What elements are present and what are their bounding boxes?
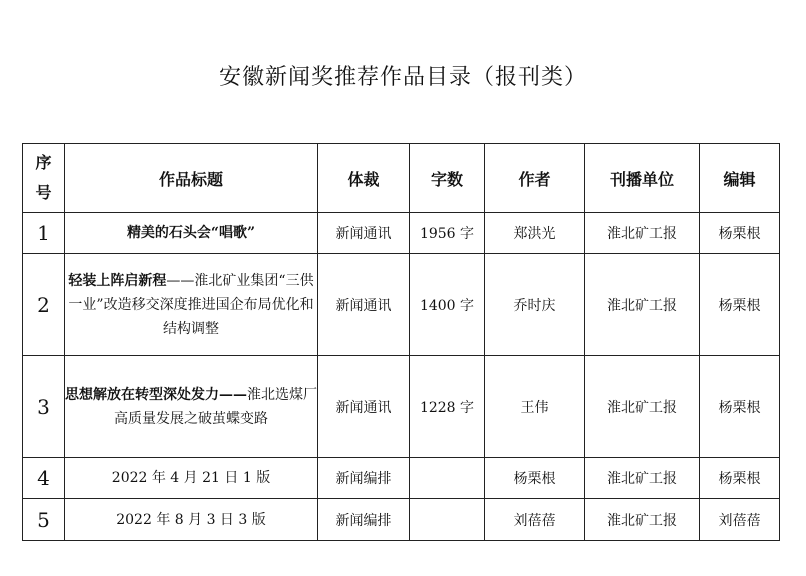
row-author: 乔时庆: [485, 254, 585, 356]
row-editor: 杨栗根: [700, 356, 780, 458]
table-row: [23, 458, 780, 499]
row-publisher: 淮北矿工报: [585, 254, 700, 356]
header-words: 字数: [410, 144, 485, 213]
row-seq: 1: [23, 213, 65, 254]
header-row: [23, 144, 780, 213]
table-row: [23, 254, 780, 356]
row-words: 1956 字: [410, 213, 485, 254]
header-title: 作品标题: [65, 144, 318, 213]
header-seq-line2: 号: [35, 183, 52, 202]
row-title-bold: 思想解放在转型深处发力——: [65, 386, 247, 403]
header-genre: 体裁: [318, 144, 410, 213]
row-genre: 新闻通讯: [318, 356, 410, 458]
row-editor: 杨栗根: [700, 254, 780, 356]
row-title-rest: ——淮北矿业集团“三供一业”改造移交深度推进国企布局优化和结构调整: [68, 272, 314, 337]
row-seq: 3: [23, 356, 65, 458]
row-words: 1228 字: [410, 356, 485, 458]
row-title-rest: 2022 年 8 月 3 日 3 版: [116, 511, 266, 528]
row-genre: 新闻通讯: [318, 254, 410, 356]
row-editor: 刘蓓蓓: [700, 499, 780, 541]
table-row: [23, 213, 780, 254]
row-publisher: 淮北矿工报: [585, 458, 700, 499]
header-seq-line1: 序: [35, 153, 52, 172]
row-genre: 新闻编排: [318, 499, 410, 541]
row-words: 1400 字: [410, 254, 485, 356]
table-row: [23, 356, 780, 458]
row-title-bold: 轻装上阵启新程: [68, 272, 167, 289]
row-editor: 杨栗根: [700, 213, 780, 254]
row-seq: 2: [23, 254, 65, 356]
header-seq: [23, 144, 65, 213]
row-publisher: 淮北矿工报: [585, 356, 700, 458]
header-author: 作者: [485, 144, 585, 213]
row-title: [65, 356, 318, 458]
row-title-rest: 2022 年 4 月 21 日 1 版: [111, 470, 271, 486]
catalog-table: [22, 143, 780, 541]
row-genre: 新闻编排: [318, 458, 410, 499]
row-author: 刘蓓蓓: [485, 499, 585, 541]
row-author: 杨栗根: [485, 458, 585, 499]
row-publisher: 淮北矿工报: [585, 213, 700, 254]
row-editor: 杨栗根: [700, 458, 780, 499]
row-title-bold: 精美的石头会“唱歌”: [126, 225, 256, 241]
row-title: [65, 458, 318, 499]
row-author: 王伟: [485, 356, 585, 458]
page-title: 安徽新闻奖推荐作品目录（报刊类）: [218, 65, 587, 90]
row-title: [65, 499, 318, 541]
row-seq: 5: [23, 499, 65, 541]
row-title: [65, 213, 318, 254]
row-title: [65, 254, 318, 356]
table-row: [23, 499, 780, 541]
row-title-rest: 淮北选煤厂高质量发展之破茧蝶变路: [114, 386, 317, 427]
row-words: [410, 458, 485, 499]
header-editor: 编辑: [700, 144, 780, 213]
row-genre: 新闻通讯: [318, 213, 410, 254]
row-author: 郑洪光: [485, 213, 585, 254]
row-seq: 4: [23, 458, 65, 499]
row-publisher: 淮北矿工报: [585, 499, 700, 541]
row-words: [410, 499, 485, 541]
header-publisher: 刊播单位: [585, 144, 700, 213]
